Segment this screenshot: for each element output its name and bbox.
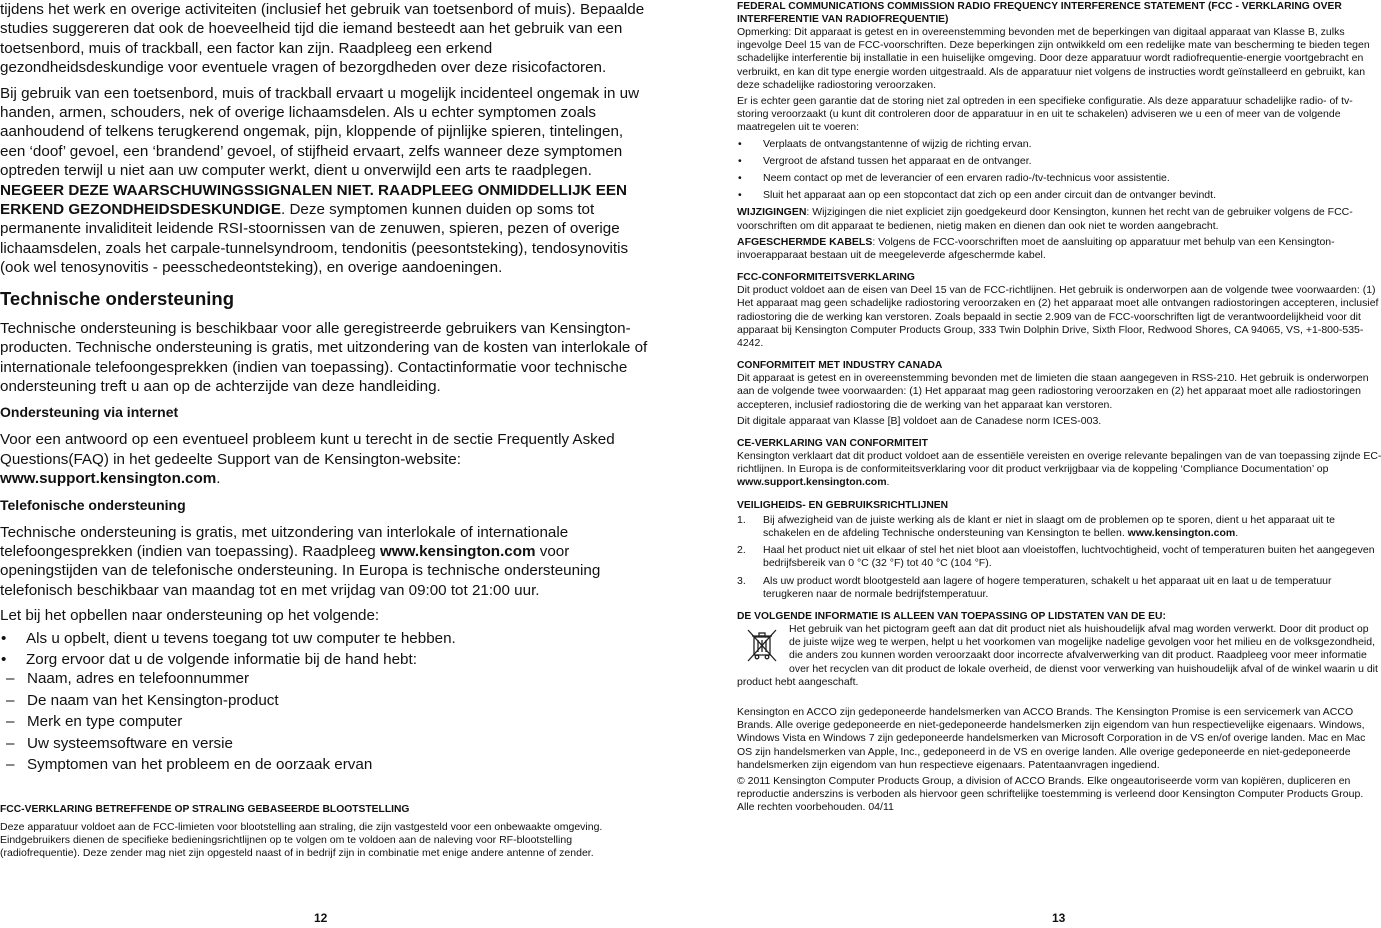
shielded-cables-paragraph (737, 236, 1381, 262)
bullet-icon: • (738, 172, 742, 185)
rsi-warning-tail: . Deze symptomen kunnen duiden op soms tot permanente invaliditeit leidende RSI-stoornissen van de zenuwen, spieren, pezen of overige lichaamsdelen, zoals het carpale-tunnelsyndroom, tendonitis (peesontsteking), tendosynovitis (ook wel tenosynovitis - peesschedeontsteking), en overige aandoeningen. (0, 201, 629, 277)
period: . (1235, 526, 1239, 539)
internet-support-paragraph (0, 430, 648, 488)
dash-icon: – (6, 713, 15, 731)
bullet-icon: • (738, 137, 742, 150)
list-item-text: Verplaats de ontvangstantenne of wijzig de richting ervan. (763, 137, 1032, 150)
ce-title: CE-VERKLARING VAN CONFORMITEIT (737, 438, 928, 450)
fcc-guarantee: Er is echter geen garantie dat de storing niet zal optreden in een specifieke configuratie. Als deze apparatuur schadelijke radio- of tv-storing veroorzaakt (u kunt dit controleren door de apparatuur in en uit te schakelen) adviseren we u een of meer van de volgende maatregelen uit te voeren: (737, 95, 1353, 134)
list-item-text: Symptomen van het probleem en de oorzaak ervan (27, 756, 373, 773)
list-item-text: De naam van het Kensington-product (27, 691, 279, 709)
list-item (0, 650, 648, 774)
list-item (0, 629, 648, 648)
right-page (737, 0, 1381, 900)
modifications-paragraph (737, 206, 1381, 232)
rsi-warning-text: Bij gebruik van een toetsenbord, muis of trackball ervaart u mogelijk incidenteel ongemak in uw handen, armen, schouders, nek of overige lichaamsdelen. Als u echter symptomen zoals aanhoudend of telkens terugkerend ongemak, pijn, kloppende of pijnlijke spieren, tintelingen, een ‘doof’ gevoel, een ‘brandend’ gevoel, of stijfheid ervaart, zelfs wanneer deze symptomen optreden terwijl u niet aan uw computer werkt, dient u onverwijld een arts te raadplegen. (0, 84, 640, 180)
ce-link[interactable]: www.support.kensington.com (737, 476, 887, 489)
list-item-text: Merk en type computer (27, 713, 183, 731)
fcc-exposure-text: Deze apparatuur voldoet aan de FCC-limieten voor blootstelling aan straling, die zijn vastgesteld voor een onbewaakte omgeving. Eindgebruikers dienen de specifieke bedieningsrichtlijnen op te volgen om te voldoen aan de naleving voor RF-blootstelling (radiofrequentie). Deze zender mag niet zijn opgesteld naast of in bedrijf zijn in combinatie met enige andere antenne of zender. (0, 820, 603, 860)
modifications-label: WIJZIGINGEN (737, 206, 807, 219)
fcc-exposure-title: FCC-VERKLARING BETREFFENDE OP STRALING GEBASEERDE BLOOTSTELLING (0, 804, 410, 816)
left-page (0, 0, 648, 900)
phone-support-text-b: voor openingstijden van de telefonische ondersteuning. In Europa is technische ondersteuning telefonisch beschikbaar van maandag tot en met vrijdag van 09:00 tot 21:00 uur. (0, 542, 601, 599)
fcc-exposure-section (0, 803, 648, 860)
list-item-text: Sluit het apparaat aan op een stopcontact dat zich op een ander circuit dan de ontvanger bevindt. (763, 189, 1216, 202)
list-item (737, 575, 1381, 601)
ce-section (737, 437, 1381, 490)
copyright-text: © 2011 Kensington Computer Products Group, a division of ACCO Brands. Elke ongeautoriseerde vorm van kopiëren, dupliceren en reproductie anderszins is verboden als hiervoor geen schriftelijke toestemming is verleend door Kensington Computer Products Group. Alle rechten voorbehouden. 04/11 (737, 774, 1364, 814)
cables-label: AFGESCHERMDE KABELS (737, 235, 873, 248)
list-item (737, 189, 1381, 202)
canada-text-2: Dit digitale apparaat van Klasse [B] voldoet aan de Canadese norm ICES-003. (737, 414, 1102, 427)
list-item-text: Zorg ervoor dat u de volgende informatie bij de hand hebt: (26, 650, 417, 668)
canada-text-1: Dit apparaat is getest en in overeenstemming bevonden met de limieten die staan aangegeven in RSS-210. Het gebruik is onderworpen aan de volgende twee voorwaarden: (1) Het apparaat mag geen radiostoring veroorzaken en (2) het apparaat moet alle radiostoringen accepteren, inclusief radiostoring die de werking van het apparaat kan verstoren. (737, 372, 1369, 411)
tech-support-paragraph: Technische ondersteuning is beschikbaar voor alle geregistreerde gebruikers van Kensington-producten. Technische ondersteuning is gratis, met uitzondering van de kosten van interlokale of internationale telefoongesprekken (indien van toepassing). Contactinformatie voor technische ondersteuning treft u aan op de achterzijde van deze handleiding. (0, 319, 648, 395)
list-item-text: Vergroot de afstand tussen het apparaat en de ontvanger. (763, 154, 1032, 167)
safety-section (737, 499, 1381, 601)
fcc-interference-section (737, 0, 1381, 262)
calling-list (0, 629, 648, 775)
list-item (737, 138, 1381, 151)
fcc-conformity-title: FCC-CONFORMITEITSVERKLARING (737, 272, 915, 284)
dash-icon: – (6, 756, 15, 773)
canada-section (737, 359, 1381, 428)
kensington-link[interactable]: www.kensington.com (379, 542, 536, 560)
eu-section (737, 610, 1381, 692)
list-number: 2. (737, 544, 746, 557)
fcc-conformity-section (737, 271, 1381, 350)
phone-support-paragraph (0, 523, 648, 601)
list-item (737, 514, 1381, 540)
calling-intro: Let bij het opbellen naar ondersteuning op het volgende: (0, 607, 380, 625)
fcc-note: Opmerking: Dit apparaat is getest en in overeenstemming bevonden met de beperkingen van digitaal apparaat van Klasse B, zulks ingevolge Deel 15 van de FCC-voorschriften. Deze beperkingen zijn ontwikkeld om een redelijke mate van bescherming te bieden tegen schadelijke interferentie bij installatie in een huiselijke omgeving. Door deze apparatuur wordt radiofrequentie-energie voortgebracht en verbruikt, en kan dit type energie worden uitgestraald. Als de apparatuur niet volgens de instructies wordt geïnstalleerd en gebruikt, kan deze schadelijke radiostoring veroorzaken. (737, 26, 1370, 91)
bullet-icon: • (1, 650, 7, 668)
kensington-link[interactable]: www.kensington.com (1127, 526, 1236, 539)
page-number-left: 12 (314, 911, 328, 925)
fcc-conformity-text: Dit product voldoet aan de eisen van Deel 15 van de FCC-richtlijnen. Het gebruik is onderworpen aan de volgende twee voorwaarden: (1) Het apparaat mag geen schadelijke radiostoring veroorzaken en (2) het apparaat moet alle ontvangen radiostoringen accepteren, inclusief radiostoring die de werking kan verstoren. Zoals bepaald in sectie 2.909 van de FCC-voorschriften ligt de verantwoordelijkheid voor dit apparaat bij Kensington Computer Products Group, 333 Twin Dolphin Drive, Sixth Floor, Redwood Shores, CA 94065, VS, +1-800-535-4242. (737, 284, 1379, 350)
list-item-text: Naam, adres en telefoonnummer (27, 670, 250, 688)
list-item (0, 691, 648, 710)
list-number: 1. (737, 513, 746, 526)
safety-title: VEILIGHEIDS- EN GEBRUIKSRICHTLIJNEN (737, 499, 949, 511)
list-item-text: Uw systeemsoftware en versie (27, 734, 233, 752)
list-item (0, 712, 648, 731)
list-item (737, 172, 1381, 185)
canada-title: CONFORMITEIT MET INDUSTRY CANADA (737, 360, 943, 372)
fcc-measures-list (737, 138, 1381, 203)
page-number-right: 13 (1052, 911, 1066, 925)
rsi-paragraph-2 (0, 84, 648, 278)
list-item-text: Bij afwezigheid van de juiste werking als de klant er niet in slaagt om de problemen op te sporen, dient u het apparaat uit te schakelen en de afdeling Technische ondersteuning van Kensington te bellen. (763, 513, 1336, 539)
fcc-interference-title: FEDERAL COMMUNICATIONS COMMISSION RADIO FREQUENCY INTERFERENCE STATEMENT (FCC - VERKLARING OVER INTERFERENTIE VAN RADIOFREQUENTIE) (737, 1, 1342, 25)
bullet-icon: • (738, 189, 742, 202)
list-item-text: Als uw product wordt blootgesteld aan lagere of hogere temperaturen, schakelt u het apparaat uit en laat u de temperatuur terugkeren naar de normale bedrijfstemperatuur. (763, 574, 1332, 600)
list-item (0, 755, 648, 774)
eu-title: DE VOLGENDE INFORMATIE IS ALLEEN VAN TOEPASSING OP LIDSTATEN VAN DE EU: (737, 610, 1166, 622)
rsi-warning-bold: NEGEER DEZE WAARSCHUWINGSSIGNALEN NIET. RAADPLEEG ONMIDDELLIJK EEN ERKEND GEZONDHEIDSDESKUNDIGE (0, 181, 627, 219)
list-item (0, 734, 648, 753)
internet-support-text: Voor een antwoord op een eventueel probleem kunt u terecht in de sectie Frequently Asked Questions(FAQ) in het gedeelte Support van de Kensington-website: (0, 431, 615, 468)
rsi-paragraph-1: tijdens het werk en overige activiteiten (inclusief het gebruik van toetsenbord of muis). Bepaalde studies suggereren dat ook de hoeveelheid tijd die iemand besteedt aan het gebruik van een toetsenbord, muis of trackball, een factor kan zijn. Raadpleeg een erkend gezondheidsdeskundige voor eventuele vragen of bezorgdheden over deze risicofactoren. (0, 1, 645, 77)
list-item (737, 155, 1381, 168)
cables-text: : Volgens de FCC-voorschriften moet de aansluiting op apparatuur met behulp van een Kensington-invoerapparaat bestaan uit de meegeleverde afgeschermde kabel. (737, 235, 1335, 262)
eu-text: Het gebruik van het pictogram geeft aan dat dit product niet als huishoudelijk afval mag worden verwerkt. Door dit product op de juiste wijze weg te werpen, helpt u het voorkomen van mogelijke nadelige gevolgen voor het milieu en de volksgezondheid, die anders zou kunnen worden veroorzaakt door incorrecte afvalverwerking van dit product. Raadpleeg voor meer informatie over het recyclen van dit product de lokale overheid, de dienst voor verwerking van huishoudelijk afval of de winkel waarin u dit product hebt aangeschaft. (737, 622, 1378, 688)
bullet-icon: • (1, 629, 7, 647)
weee-bin-icon (743, 626, 781, 664)
list-item-text: Haal het product niet uit elkaar of stel het niet bloot aan vloeistoffen, luchtvochtigheid, vocht of temperaturen buiten het aangegeven bedrijfsbereik van 0 °C (32 °F) tot 40 °C (104 °F). (763, 544, 1375, 570)
phone-support-heading: Telefonische ondersteuning (0, 496, 186, 513)
period: . (886, 476, 890, 489)
ce-body: Kensington verklaart dat dit product voldoet aan de essentiële vereisten en overige relevante bepalingen van de van toepassing zijnde EC-richtlijnen. In Europa is de conformiteitsverklaring voor dit product verkrijgbaar via de koppeling ‘Compliance Documentation’ op (737, 450, 1381, 476)
trademark-text: Kensington en ACCO zijn gedeponeerde handelsmerken van ACCO Brands. The Kensington Promise is een servicemerk van ACCO Brands. Alle overige gedeponeerde en niet-gedeponeerde handelsmerken zijn eigendom van hun respectievelijke eigenaars. Windows, Windows Vista en Windows 7 zijn gedeponeerde handelsmerken van Microsoft Corporation in de VS en/of overige landen. Mac en Mac OS zijn handelsmerken van Apple, Inc., gedeponeerd in de VS en overige landen. Alle overige gedeponeerde en niet-gedeponeerde handelsmerken zijn eigendom van hun respectieve eigenaars. Patentaanvragen ingediend. (737, 705, 1366, 771)
modifications-text: : Wijzigingen die niet expliciet zijn goedgekeurd door Kensington, kunnen het recht van de gebruiker volgens de FCC-voorschriften om dit apparaat te bedienen, nietig maken en dienen dan ook niet te worden aangebracht. (737, 206, 1353, 232)
safety-list (737, 514, 1381, 601)
info-list (0, 669, 648, 774)
internet-support-heading: Ondersteuning via internet (0, 404, 179, 421)
ce-text (737, 450, 1381, 490)
list-item (737, 544, 1381, 570)
list-item-text: Neem contact op met de leverancier of een ervaren radio-/tv-technicus voor assistentie. (763, 172, 1170, 185)
list-item-text: Als u opbelt, dient u tevens toegang tot uw computer te hebben. (26, 629, 456, 647)
dash-icon: – (6, 670, 15, 688)
bullet-icon: • (738, 154, 742, 167)
support-link[interactable]: www.support.kensington.com (0, 470, 217, 488)
dash-icon: – (6, 734, 15, 752)
list-item (0, 669, 648, 688)
phone-support-text-a: Technische ondersteuning is gratis, met uitzondering van interlokale of internationale telefoongesprekken (indien van toepassing). Raadpleeg (0, 523, 569, 560)
list-number: 3. (737, 574, 746, 587)
tech-support-heading: Technische ondersteuning (0, 287, 235, 309)
dash-icon: – (6, 691, 15, 709)
period: . (216, 470, 221, 488)
